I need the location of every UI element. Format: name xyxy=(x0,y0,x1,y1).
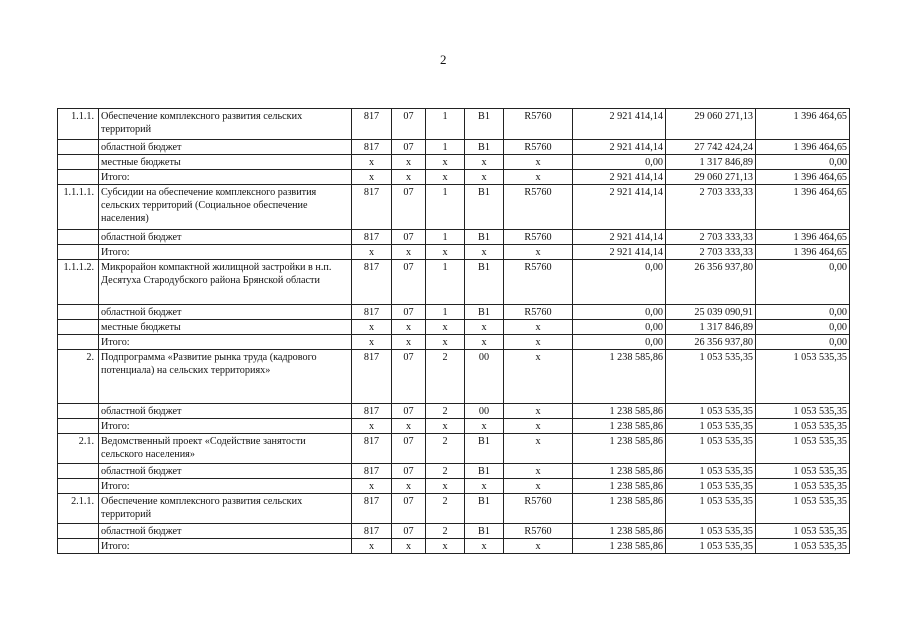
amount-1: 0,00 xyxy=(573,305,666,320)
code-program: 07 xyxy=(392,305,426,320)
budget-table-body xyxy=(58,109,850,554)
table-row xyxy=(58,155,850,170)
code-ministry: х xyxy=(352,155,392,170)
code-subprogram: х xyxy=(426,479,465,494)
page-number: 2 xyxy=(440,52,447,67)
code-ministry: 817 xyxy=(352,230,392,245)
amount-2: 25 039 090,91 xyxy=(666,305,756,320)
code-direction: В1 xyxy=(465,140,504,155)
code-program: 07 xyxy=(392,230,426,245)
row-name: Субсидии на обеспечение комплексного развития сельских территорий (Социальное обеспечение населения) xyxy=(99,185,352,230)
amount-3: 1 396 464,65 xyxy=(756,140,850,155)
code-expense: R5760 xyxy=(504,260,573,305)
amount-3: 1 396 464,65 xyxy=(756,170,850,185)
amount-2: 29 060 271,13 xyxy=(666,109,756,140)
code-ministry: 817 xyxy=(352,140,392,155)
amount-2: 26 356 937,80 xyxy=(666,335,756,350)
code-ministry: 817 xyxy=(352,464,392,479)
code-direction: В1 xyxy=(465,185,504,230)
code-subprogram: 2 xyxy=(426,350,465,404)
code-expense: х xyxy=(504,434,573,464)
amount-2: 29 060 271,13 xyxy=(666,170,756,185)
table-row xyxy=(58,464,850,479)
amount-1: 0,00 xyxy=(573,335,666,350)
row-name: Обеспечение комплексного развития сельских территорий xyxy=(99,109,352,140)
amount-2: 1 317 846,89 xyxy=(666,320,756,335)
code-subprogram: 2 xyxy=(426,524,465,539)
amount-1: 1 238 585,86 xyxy=(573,539,666,554)
code-expense: R5760 xyxy=(504,185,573,230)
code-ministry: х xyxy=(352,170,392,185)
row-name: местные бюджеты xyxy=(99,320,352,335)
code-expense: х xyxy=(504,464,573,479)
amount-3: 1 053 535,35 xyxy=(756,404,850,419)
code-ministry: 817 xyxy=(352,260,392,305)
row-number xyxy=(58,155,99,170)
code-expense: R5760 xyxy=(504,524,573,539)
code-subprogram: х xyxy=(426,539,465,554)
table-row xyxy=(58,419,850,434)
code-expense: R5760 xyxy=(504,494,573,524)
row-number: 2.1. xyxy=(58,434,99,464)
amount-3: 0,00 xyxy=(756,320,850,335)
amount-2: 1 053 535,35 xyxy=(666,419,756,434)
row-name: Обеспечение комплексного развития сельских территорий xyxy=(99,494,352,524)
row-name: областной бюджет xyxy=(99,464,352,479)
code-program: 07 xyxy=(392,494,426,524)
row-number: 1.1.1. xyxy=(58,109,99,140)
amount-1: 1 238 585,86 xyxy=(573,434,666,464)
code-program: 07 xyxy=(392,350,426,404)
code-subprogram: 2 xyxy=(426,434,465,464)
code-expense: х xyxy=(504,320,573,335)
amount-2: 1 053 535,35 xyxy=(666,494,756,524)
table-row xyxy=(58,305,850,320)
code-direction: х xyxy=(465,419,504,434)
amount-2: 1 053 535,35 xyxy=(666,404,756,419)
row-number xyxy=(58,140,99,155)
row-number xyxy=(58,479,99,494)
code-subprogram: 2 xyxy=(426,404,465,419)
row-name: Итого: xyxy=(99,479,352,494)
code-program: х xyxy=(392,245,426,260)
row-number xyxy=(58,320,99,335)
table-row xyxy=(58,434,850,464)
amount-3: 1 053 535,35 xyxy=(756,350,850,404)
code-subprogram: 1 xyxy=(426,109,465,140)
code-program: х xyxy=(392,479,426,494)
code-ministry: 817 xyxy=(352,524,392,539)
budget-table xyxy=(57,108,850,554)
amount-3: 0,00 xyxy=(756,155,850,170)
code-direction: В1 xyxy=(465,524,504,539)
table-row xyxy=(58,539,850,554)
code-direction: В1 xyxy=(465,230,504,245)
code-ministry: 817 xyxy=(352,494,392,524)
code-expense: х xyxy=(504,335,573,350)
code-program: х xyxy=(392,155,426,170)
row-name: Подпрограмма «Развитие рынка труда (кадрового потенциала) на сельских территориях» xyxy=(99,350,352,404)
row-name: Итого: xyxy=(99,170,352,185)
code-program: х xyxy=(392,335,426,350)
row-number: 1.1.1.1. xyxy=(58,185,99,230)
table-row xyxy=(58,140,850,155)
code-direction: В1 xyxy=(465,305,504,320)
code-direction: В1 xyxy=(465,109,504,140)
amount-3: 1 053 535,35 xyxy=(756,494,850,524)
code-program: 07 xyxy=(392,434,426,464)
code-ministry: 817 xyxy=(352,434,392,464)
code-direction: В1 xyxy=(465,464,504,479)
table-row xyxy=(58,335,850,350)
code-subprogram: х xyxy=(426,419,465,434)
code-subprogram: 1 xyxy=(426,305,465,320)
amount-3: 1 396 464,65 xyxy=(756,109,850,140)
amount-2: 1 053 535,35 xyxy=(666,524,756,539)
amount-2: 1 053 535,35 xyxy=(666,350,756,404)
code-program: х xyxy=(392,419,426,434)
amount-3: 1 396 464,65 xyxy=(756,245,850,260)
code-expense: х xyxy=(504,155,573,170)
code-direction: 00 xyxy=(465,350,504,404)
row-name: местные бюджеты xyxy=(99,155,352,170)
amount-3: 1 053 535,35 xyxy=(756,419,850,434)
code-expense: R5760 xyxy=(504,230,573,245)
code-expense: х xyxy=(504,170,573,185)
amount-3: 1 053 535,35 xyxy=(756,539,850,554)
row-number xyxy=(58,464,99,479)
row-name: областной бюджет xyxy=(99,404,352,419)
table-row xyxy=(58,260,850,305)
code-ministry: 817 xyxy=(352,185,392,230)
row-name: областной бюджет xyxy=(99,305,352,320)
code-subprogram: 2 xyxy=(426,464,465,479)
table-row xyxy=(58,245,850,260)
code-direction: х xyxy=(465,320,504,335)
row-number: 1.1.1.2. xyxy=(58,260,99,305)
code-expense: х xyxy=(504,245,573,260)
code-expense: х xyxy=(504,350,573,404)
code-expense: х xyxy=(504,539,573,554)
row-number: 2. xyxy=(58,350,99,404)
code-expense: х xyxy=(504,404,573,419)
code-ministry: х xyxy=(352,419,392,434)
row-number xyxy=(58,230,99,245)
amount-3: 1 396 464,65 xyxy=(756,185,850,230)
code-direction: В1 xyxy=(465,434,504,464)
amount-2: 2 703 333,33 xyxy=(666,230,756,245)
amount-1: 1 238 585,86 xyxy=(573,494,666,524)
amount-1: 2 921 414,14 xyxy=(573,140,666,155)
code-subprogram: х xyxy=(426,335,465,350)
table-row xyxy=(58,479,850,494)
code-direction: х xyxy=(465,479,504,494)
row-number xyxy=(58,305,99,320)
code-direction: 00 xyxy=(465,404,504,419)
row-number xyxy=(58,524,99,539)
code-ministry: 817 xyxy=(352,404,392,419)
code-ministry: х xyxy=(352,335,392,350)
code-subprogram: 1 xyxy=(426,140,465,155)
row-name: областной бюджет xyxy=(99,140,352,155)
code-direction: х xyxy=(465,335,504,350)
amount-2: 1 053 535,35 xyxy=(666,479,756,494)
amount-3: 1 053 535,35 xyxy=(756,434,850,464)
code-subprogram: х xyxy=(426,245,465,260)
code-expense: х xyxy=(504,479,573,494)
code-program: х xyxy=(392,320,426,335)
code-direction: В1 xyxy=(465,260,504,305)
table-row xyxy=(58,524,850,539)
row-name: Ведомственный проект «Содействие занятости сельского населения» xyxy=(99,434,352,464)
amount-1: 2 921 414,14 xyxy=(573,245,666,260)
table-row xyxy=(58,404,850,419)
code-direction: х xyxy=(465,245,504,260)
amount-2: 2 703 333,33 xyxy=(666,185,756,230)
row-name: Микрорайон компактной жилищной застройки в н.п. Десятуха Стародубского района Брянской области xyxy=(99,260,352,305)
table-row xyxy=(58,185,850,230)
code-direction: х xyxy=(465,170,504,185)
code-ministry: х xyxy=(352,479,392,494)
table-row xyxy=(58,350,850,404)
amount-2: 1 317 846,89 xyxy=(666,155,756,170)
amount-1: 1 238 585,86 xyxy=(573,479,666,494)
code-expense: R5760 xyxy=(504,109,573,140)
row-number xyxy=(58,419,99,434)
amount-3: 0,00 xyxy=(756,305,850,320)
code-ministry: 817 xyxy=(352,350,392,404)
amount-2: 1 053 535,35 xyxy=(666,539,756,554)
table-row xyxy=(58,170,850,185)
amount-1: 0,00 xyxy=(573,320,666,335)
table-row xyxy=(58,109,850,140)
code-program: 07 xyxy=(392,260,426,305)
amount-1: 2 921 414,14 xyxy=(573,170,666,185)
code-program: 07 xyxy=(392,109,426,140)
row-number xyxy=(58,404,99,419)
table-row xyxy=(58,320,850,335)
table-row xyxy=(58,494,850,524)
amount-2: 1 053 535,35 xyxy=(666,464,756,479)
amount-2: 2 703 333,33 xyxy=(666,245,756,260)
table-row xyxy=(58,230,850,245)
code-expense: R5760 xyxy=(504,140,573,155)
code-ministry: 817 xyxy=(352,109,392,140)
row-number xyxy=(58,245,99,260)
code-program: 07 xyxy=(392,404,426,419)
code-subprogram: х xyxy=(426,170,465,185)
code-expense: х xyxy=(504,419,573,434)
code-program: 07 xyxy=(392,185,426,230)
code-program: 07 xyxy=(392,140,426,155)
code-subprogram: 1 xyxy=(426,185,465,230)
amount-1: 2 921 414,14 xyxy=(573,109,666,140)
code-program: 07 xyxy=(392,524,426,539)
code-program: х xyxy=(392,539,426,554)
code-subprogram: 2 xyxy=(426,494,465,524)
row-name: Итого: xyxy=(99,245,352,260)
row-name: областной бюджет xyxy=(99,230,352,245)
code-program: х xyxy=(392,170,426,185)
amount-3: 0,00 xyxy=(756,260,850,305)
amount-3: 1 053 535,35 xyxy=(756,524,850,539)
code-ministry: 817 xyxy=(352,305,392,320)
amount-1: 2 921 414,14 xyxy=(573,230,666,245)
row-name: Итого: xyxy=(99,539,352,554)
amount-1: 1 238 585,86 xyxy=(573,419,666,434)
code-ministry: х xyxy=(352,539,392,554)
code-subprogram: 1 xyxy=(426,230,465,245)
row-name: областной бюджет xyxy=(99,524,352,539)
code-program: 07 xyxy=(392,464,426,479)
row-number xyxy=(58,539,99,554)
row-number xyxy=(58,335,99,350)
amount-1: 1 238 585,86 xyxy=(573,350,666,404)
amount-2: 27 742 424,24 xyxy=(666,140,756,155)
code-subprogram: 1 xyxy=(426,260,465,305)
amount-2: 26 356 937,80 xyxy=(666,260,756,305)
amount-3: 1 396 464,65 xyxy=(756,230,850,245)
amount-3: 0,00 xyxy=(756,335,850,350)
row-number: 2.1.1. xyxy=(58,494,99,524)
row-name: Итого: xyxy=(99,419,352,434)
amount-1: 0,00 xyxy=(573,260,666,305)
code-direction: х xyxy=(465,155,504,170)
amount-1: 1 238 585,86 xyxy=(573,404,666,419)
code-direction: х xyxy=(465,539,504,554)
row-number xyxy=(58,170,99,185)
code-expense: R5760 xyxy=(504,305,573,320)
amount-1: 1 238 585,86 xyxy=(573,464,666,479)
code-subprogram: х xyxy=(426,320,465,335)
amount-1: 2 921 414,14 xyxy=(573,185,666,230)
code-subprogram: х xyxy=(426,155,465,170)
amount-1: 1 238 585,86 xyxy=(573,524,666,539)
amount-1: 0,00 xyxy=(573,155,666,170)
code-ministry: х xyxy=(352,320,392,335)
amount-2: 1 053 535,35 xyxy=(666,434,756,464)
amount-3: 1 053 535,35 xyxy=(756,479,850,494)
code-direction: В1 xyxy=(465,494,504,524)
amount-3: 1 053 535,35 xyxy=(756,464,850,479)
code-ministry: х xyxy=(352,245,392,260)
row-name: Итого: xyxy=(99,335,352,350)
